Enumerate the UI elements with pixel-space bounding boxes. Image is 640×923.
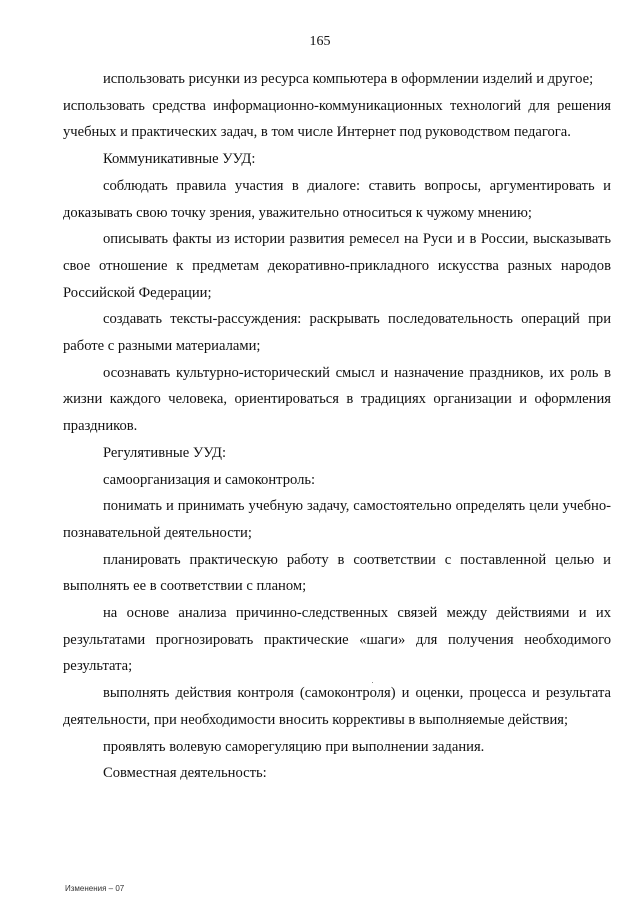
page-body xyxy=(63,66,611,787)
paragraph-computer-resources: использовать рисунки из ресурса компьютера в оформлении изделий и другое; xyxy=(103,71,594,87)
paragraph-dialogue-rules: соблюдать правила участия в диалоге: ставить вопросы, аргументировать и доказывать свою точку зрения, уважительно относиться к чужому мнению; xyxy=(63,177,611,221)
scan-speck xyxy=(372,682,373,683)
paragraph-learning-task: понимать и принимать учебную задачу, самостоятельно определять цели учебно-познавательной деятельности; xyxy=(63,498,611,541)
paragraph-plan-work: планировать практическую работу в соответствии с поставленной целью и выполнять ее в соответствии с планом; xyxy=(63,551,611,595)
page-footer: Изменения – 07 xyxy=(65,884,125,893)
paragraph-holidays: осознавать культурно-исторический смысл и назначение праздников, их роль в жизни каждого человека, ориентироваться в традициях организации и оформления праздников. xyxy=(63,364,611,435)
paragraph-self-regulation: проявлять волевую саморегуляцию при выполнении задания. xyxy=(103,738,485,755)
page-number: 165 xyxy=(309,34,331,49)
paragraph-crafts-history: описывать факты из истории развития ремесел на Руси и в России, высказывать свое отношение к предметам декоративно-прикладного искусства разных народов Российской Федерации; xyxy=(63,231,611,301)
heading-joint-activity: Совместная деятельность: xyxy=(103,765,267,782)
paragraph-control-actions: выполнять действия контроля (самоконтроля) и оценки, процесса и результата деятельности, при необходимости вносить коррективы в выполняемые действия; xyxy=(63,685,611,728)
heading-communicative-uud: Коммуникативные УУД: xyxy=(103,151,256,168)
paragraph-ict-tools: использовать средства информационно-коммуникационных технологий для решения учебных и практических задач, в том числе Интернет под руководством педагога. xyxy=(63,97,611,141)
paragraph-reasoning-texts: создавать тексты-рассуждения: раскрывать последовательность операций при работе с разными материалами; xyxy=(63,311,611,355)
heading-regulatory-uud: Регулятивные УУД: xyxy=(103,444,227,461)
paragraph-cause-effect: на основе анализа причинно-следственных связей между действиями и их результатами прогнозировать практические «шаги» для получения необходимого результата; xyxy=(63,605,611,675)
paragraph-self-organization: самоорганизация и самоконтроль: xyxy=(103,471,316,488)
